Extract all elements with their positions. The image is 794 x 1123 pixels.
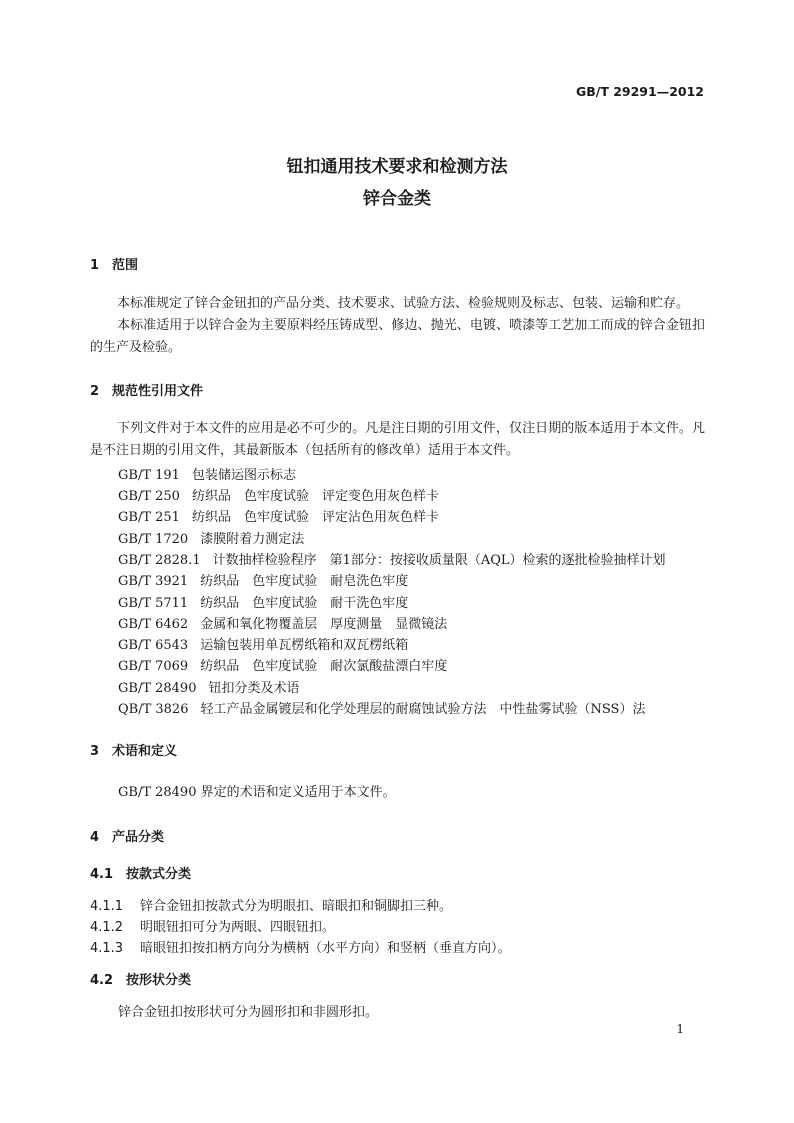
reference-item <box>118 613 447 632</box>
reference-item <box>118 655 447 674</box>
section-heading-3 <box>90 740 177 759</box>
paragraph: 下列文件对于本文件的应用是必不可少的。凡是注日期的引用文件，仅注日期的版本适用于本文件。凡是不注日期的引用文件，其最新版本（包括所有的修改单）适用于本文件。 <box>90 421 705 458</box>
subsection-heading-4-2 <box>90 969 191 988</box>
reference-item <box>118 698 645 717</box>
reference-code: GB/T 6543 <box>118 638 189 653</box>
reference-code: GB/T 6462 <box>118 617 189 632</box>
clause-number: 4.1.3 <box>90 941 124 956</box>
reference-code: GB/T 2828.1 <box>118 553 201 568</box>
paragraph: 锌合金钮扣按形状可分为圆形扣和非圆形扣。 <box>118 1005 379 1020</box>
reference-item <box>118 634 408 653</box>
section-number: 1 <box>90 258 100 273</box>
reference-title: 纺织品 色牢度试验 耐皂洗色牢度 <box>200 574 409 589</box>
reference-item <box>118 570 408 589</box>
reference-title: 金属和氧化物覆盖层 厚度测量 显微镜法 <box>200 617 448 632</box>
section-heading-2 <box>90 380 203 399</box>
reference-item <box>118 506 439 525</box>
reference-code: GB/T 5711 <box>118 596 189 611</box>
reference-title: 包装储运图示标志 <box>191 468 296 483</box>
reference-code: QB/T 3826 <box>118 702 189 717</box>
clause-text: 暗眼钮扣按扣柄方向分为横柄（水平方向）和竖柄（垂直方向）。 <box>140 941 511 956</box>
reference-title: 钮扣分类及术语 <box>208 681 300 696</box>
clause-number: 4.1.1 <box>90 899 124 914</box>
page-number: 1 <box>676 1022 684 1036</box>
clause-item <box>90 916 335 935</box>
document-subtitle: 锌合金类 <box>363 189 431 209</box>
reference-item <box>118 485 439 504</box>
paragraph: GB/T 28490 界定的术语和定义适用于本文件。 <box>118 785 396 800</box>
section-number: 3 <box>90 744 100 759</box>
reference-code: GB/T 3921 <box>118 574 189 589</box>
reference-title: 运输包装用单瓦楞纸箱和双瓦楞纸箱 <box>200 638 409 653</box>
reference-code: GB/T 7069 <box>118 659 189 674</box>
standard-code: GB/T 29291—2012 <box>575 84 704 99</box>
reference-title: 纺织品 色牢度试验 耐干洗色牢度 <box>200 596 409 611</box>
subsection-number: 4.2 <box>90 973 114 988</box>
reference-code: GB/T 250 <box>118 489 180 504</box>
reference-item <box>118 464 296 483</box>
subsection-title: 按形状分类 <box>126 973 192 988</box>
section-number: 4 <box>90 830 100 845</box>
section-number: 2 <box>90 384 100 399</box>
reference-title: 轻工产品金属镀层和化学处理层的耐腐蚀试验方法 中性盐雾试验（NSS）法 <box>200 702 646 717</box>
subsection-number: 4.1 <box>90 867 114 882</box>
clause-item <box>90 937 511 956</box>
reference-item <box>118 549 666 568</box>
reference-code: GB/T 1720 <box>118 532 189 547</box>
subsection-heading-4-1 <box>90 863 191 882</box>
document-title: 钮扣通用技术要求和检测方法 <box>286 157 508 177</box>
section-title: 产品分类 <box>112 830 165 845</box>
clause-item <box>90 895 452 914</box>
reference-title: 纺织品 色牢度试验 评定变色用灰色样卡 <box>191 489 439 504</box>
subsection-title: 按款式分类 <box>126 867 192 882</box>
reference-item <box>118 592 408 611</box>
reference-item <box>118 677 300 696</box>
reference-item <box>118 528 304 547</box>
reference-title: 纺织品 色牢度试验 评定沾色用灰色样卡 <box>191 510 439 525</box>
section-title: 术语和定义 <box>112 744 178 759</box>
reference-title: 计数抽样检验程序 第1部分：按接收质量限（AQL）检索的逐批检验抽样计划 <box>212 553 666 568</box>
reference-title: 纺织品 色牢度试验 耐次氯酸盐漂白牢度 <box>200 659 448 674</box>
paragraph: 本标准适用于以锌合金为主要原料经压铸成型、修边、抛光、电镀、喷漆等工艺加工而成的锌合金钮扣的生产及检验。 <box>90 318 705 355</box>
reference-code: GB/T 191 <box>118 468 180 483</box>
paragraph: 本标准规定了锌合金钮扣的产品分类、技术要求、试验方法、检验规则及标志、包装、运输和贮存。 <box>117 296 690 311</box>
reference-code: GB/T 28490 <box>118 681 197 696</box>
section-title: 规范性引用文件 <box>112 384 204 399</box>
reference-title: 漆膜附着力测定法 <box>200 532 305 547</box>
section-title: 范围 <box>112 258 139 273</box>
reference-code: GB/T 251 <box>118 510 180 525</box>
section-heading-4 <box>90 826 164 845</box>
clause-text: 锌合金钮扣按款式分为明眼扣、暗眼扣和铜脚扣三种。 <box>140 899 453 914</box>
section-heading-1 <box>90 254 138 273</box>
clause-text: 明眼钮扣可分为两眼、四眼钮扣。 <box>140 920 336 935</box>
clause-number: 4.1.2 <box>90 920 124 935</box>
